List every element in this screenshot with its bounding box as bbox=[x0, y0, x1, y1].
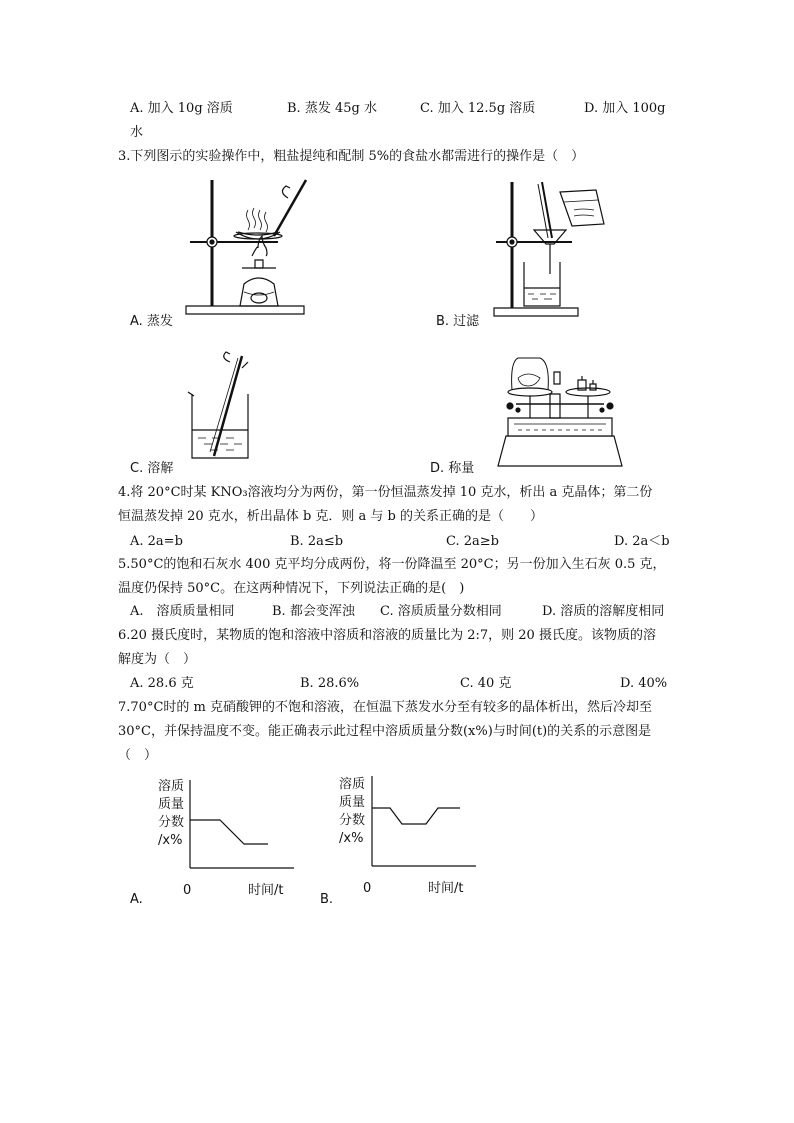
graph-a-curve bbox=[190, 820, 268, 844]
balance-scale-figure bbox=[494, 354, 626, 472]
graph-b-ylabel-2: 质量 bbox=[339, 795, 366, 810]
q4-stem-line2: 恒温蒸发掉 20 克水，析出晶体 b 克．则 a 与 b 的关系正确的是（ ） bbox=[118, 509, 543, 524]
q3-option-b-label[interactable]: B. 过滤 bbox=[436, 314, 480, 329]
q5-stem-line1: 5.50°C的饱和石灰水 400 克平均分成两份，将一份降温至 20°C；另一份加入生石灰 0.5 克， bbox=[118, 557, 666, 572]
graph-a-ylabel-4: /x% bbox=[158, 833, 183, 848]
graph-b-ylabel-1: 溶质 bbox=[339, 777, 366, 792]
q7-stem-line1: 7.70°C时的 m 克硝酸钾的不饱和溶液，在恒温下蒸发水分至有较多的晶体析出，然后冷却至 bbox=[118, 700, 652, 715]
q5-option-d[interactable]: D. 溶质的溶解度相同 bbox=[542, 604, 665, 619]
q2-option-a[interactable]: A. 加入 10g 溶质 bbox=[130, 101, 233, 116]
graph-b-curve bbox=[372, 808, 460, 824]
q3-option-a-label[interactable]: A. 蒸发 bbox=[130, 314, 173, 329]
q4-option-c[interactable]: C. 2a≥b bbox=[446, 534, 499, 549]
q3-stem: 3.下列图示的实验操作中，粗盐提纯和配制 5%的食盐水都需进行的操作是（ ） bbox=[118, 149, 585, 164]
q6-stem-line2: 解度为（ ） bbox=[118, 652, 197, 667]
q6-stem-line1: 6.20 摄氏度时，某物质的饱和溶液中溶质和溶液的质量比为 2:7，则 20 摄氏度。该物质的溶 bbox=[118, 628, 656, 643]
graph-a-ylabel-2: 质量 bbox=[158, 797, 185, 812]
q4-stem-line1: 4.将 20°C时某 KNO₃溶液均分为两份，第一份恒温蒸发掉 10 克水，析出 a 克晶体；第二份 bbox=[118, 485, 653, 500]
q2-option-b[interactable]: B. 蒸发 45g 水 bbox=[287, 101, 377, 116]
graph-a-ylabel-1: 溶质 bbox=[158, 779, 185, 794]
q3-option-d-label[interactable]: D. 称量 bbox=[430, 461, 475, 476]
graph-b-origin: 0 bbox=[363, 881, 372, 896]
graph-b-ylabel-3: 分数 bbox=[339, 813, 366, 828]
q5-option-b[interactable]: B. 都会变浑浊 bbox=[272, 604, 355, 619]
evaporation-apparatus-figure bbox=[180, 174, 310, 319]
q6-option-b[interactable]: B. 28.6% bbox=[300, 676, 360, 691]
q6-option-d[interactable]: D. 40% bbox=[620, 676, 668, 691]
q4-option-b[interactable]: B. 2a≤b bbox=[290, 534, 344, 549]
q2-option-c[interactable]: C. 加入 12.5g 溶质 bbox=[420, 101, 536, 116]
q5-option-a[interactable]: A. 溶质质量相同 bbox=[130, 604, 235, 619]
q6-option-a[interactable]: A. 28.6 克 bbox=[130, 676, 194, 691]
q5-stem-line2: 温度仍保持 50°C。在这两种情况下，下列说法正确的是( ) bbox=[118, 581, 465, 596]
q5-option-c[interactable]: C. 溶质质量分数相同 bbox=[380, 604, 502, 619]
graph-a-plot bbox=[186, 778, 296, 874]
graph-b-xlabel: 时间/t bbox=[428, 881, 464, 896]
q4-option-a[interactable]: A. 2a=b bbox=[130, 534, 183, 549]
graph-b-ylabel-4: /x% bbox=[339, 831, 364, 846]
q7-option-b-label[interactable]: B. bbox=[320, 892, 334, 907]
filtration-apparatus-figure bbox=[488, 178, 618, 320]
q4-option-d[interactable]: D. 2a＜b bbox=[614, 534, 670, 549]
graph-b-plot bbox=[368, 774, 478, 872]
q2-option-d[interactable]: D. 加入 100g bbox=[584, 101, 666, 116]
graph-a-origin: 0 bbox=[183, 883, 192, 898]
graph-a-ylabel-3: 分数 bbox=[158, 815, 185, 830]
q7-stem-line2: 30°C，并保持温度不变。能正确表示此过程中溶质质量分数(x%)与时间(t)的关系的示意图是 bbox=[118, 724, 652, 739]
q7-option-a-label[interactable]: A. bbox=[130, 892, 143, 907]
graph-a-xlabel: 时间/t bbox=[248, 883, 284, 898]
q6-option-c[interactable]: C. 40 克 bbox=[460, 676, 512, 691]
dissolving-beaker-figure bbox=[186, 352, 256, 462]
q3-option-c-label[interactable]: C. 溶解 bbox=[130, 461, 174, 476]
q7-stem-line3: （ ） bbox=[118, 748, 158, 763]
q2-option-d-continued: 水 bbox=[130, 125, 144, 140]
